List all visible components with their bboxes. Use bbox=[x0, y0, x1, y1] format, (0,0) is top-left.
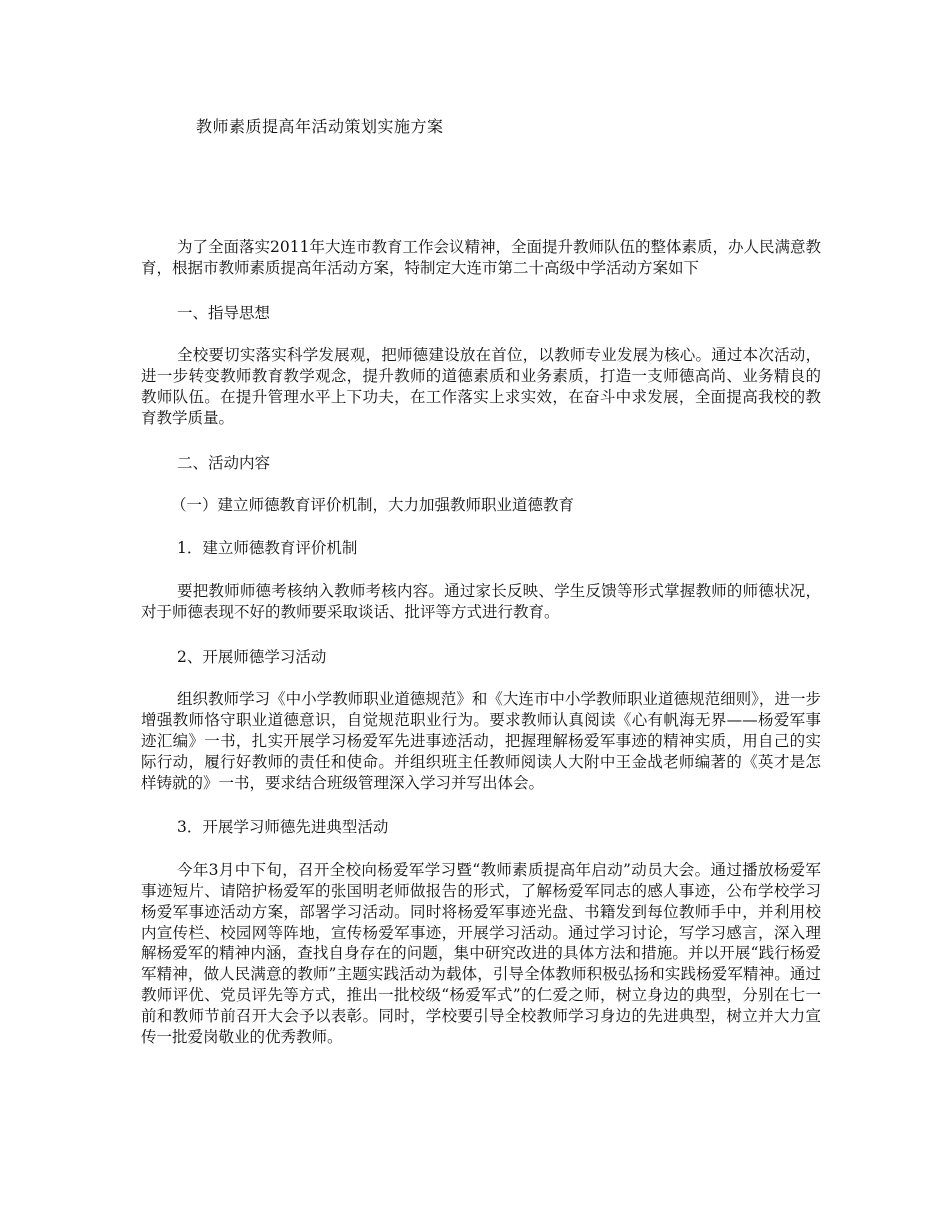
guiding-ideology-paragraph: 全校要切实落实科学发展观，把师德建设放在首位，以教师专业发展为核心。通过本次活动，进一步转变教师教育教学观念，提升教师的道德素质和业务素质，打造一支师德高尚、业务精良的教师队伍。在提升管理水平上下功夫，在工作落实上求实效，在奋斗中求发展，全面提高我校的教育教学质量。 bbox=[141, 346, 821, 427]
item-heading-2: 2、开展师德学习活动 bbox=[177, 647, 327, 666]
item-heading-3: 3．开展学习师德先进典型活动 bbox=[177, 818, 389, 837]
intro-paragraph: 为了全面落实2011年大连市教育工作会议精神，全面提升教师队伍的整体素质，办人民满意教育，根据市教师素质提高年活动方案，特制定大连市第二十高级中学活动方案如下 bbox=[141, 238, 821, 277]
item-heading-1: 1．建立师德教育评价机制 bbox=[177, 539, 358, 558]
item-1-paragraph: 要把教师师德考核纳入教师考核内容。通过家长反映、学生反馈等形式掌握教师的师德状况，对于师德表现不好的教师要采取谈话、批评等方式进行教育。 bbox=[141, 581, 821, 621]
subsection-heading-evaluation-mechanism: （一）建立师德教育评价机制，大力加强教师职业道德教育 bbox=[171, 496, 575, 515]
section-heading-activity-content: 二、活动内容 bbox=[177, 453, 271, 472]
document-title: 教师素质提高年活动策划实施方案 bbox=[196, 117, 444, 136]
item-3-paragraph: 今年3月中下旬，召开全校向杨爱军学习暨“教师素质提高年启动”动员大会。通过播放杨爱军事迹短片、请陪护杨爱军的张国明老师做报告的形式，了解杨爱军同志的感人事迹，公布学校学习杨爱军事迹活动方案，部署学习活动。同时将杨爱军事迹光盘、书籍发到每位教师手中，并利用校内宣传栏、校园网等阵地，宣传杨爱军事迹，开展学习活动。通过学习讨论，写学习感言，深入理解杨爱军的精神内涵，查找自身存在的问题，集中研究改进的具体方法和措施。并以开展“践行杨爱军精神，做人民满意的教师”主题实践活动为载体，引导全体教师积极弘扬和实践杨爱军精神。通过教师评优、党员评先等方式，推出一批校级“杨爱军式”的仁爱之师，树立身边的典型，分别在七一前和教师节前召开大会予以表彰。同时，学校要引导全校教师学习身边的先进典型，树立并大力宣传一批爱岗敬业的优秀教师。 bbox=[141, 861, 821, 1046]
item-2-paragraph: 组织教师学习《中小学教师职业道德规范》和《大连市中小学教师职业道德规范细则》，进一步增强教师恪守职业道德意识，自觉规范职业行为。要求教师认真阅读《心有帆海无界——杨爱军事迹汇编》一书，扎实开展学习杨爱军先进事迹活动，把握理解杨爱军事迹的精神实质，用自己的实际行动，履行好教师的责任和使命。并组织班主任教师阅读人大附中王金战老师编著的《英才是怎样铸就的》一书，要求结合班级管理深入学习并写出体会。 bbox=[141, 690, 821, 792]
section-heading-guiding-ideology: 一、指导思想 bbox=[177, 303, 271, 322]
document-body bbox=[141, 237, 821, 1047]
